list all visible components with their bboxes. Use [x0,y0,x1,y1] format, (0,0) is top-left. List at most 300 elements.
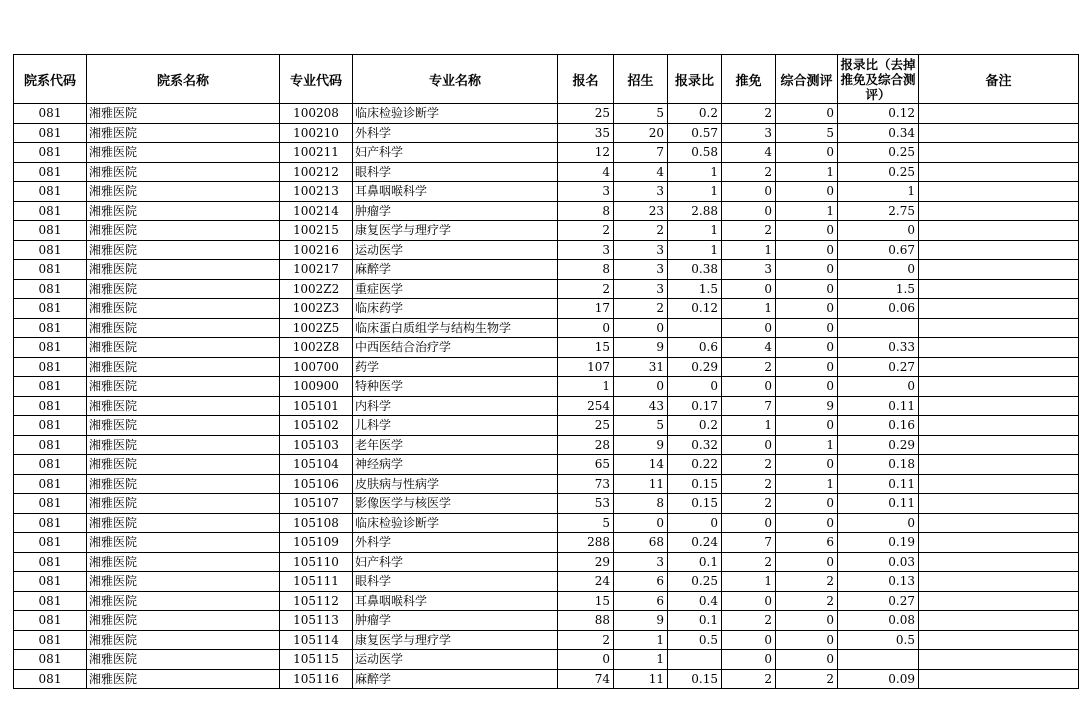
major-name-cell: 康复医学与理疗学 [353,630,558,650]
major-code-cell: 105103 [280,435,353,455]
major-code-cell: 1002Z5 [280,318,353,338]
major-name-cell: 儿科学 [353,416,558,436]
major-name-cell: 皮肤病与性病学 [353,474,558,494]
dept-name-cell: 湘雅医院 [87,260,280,280]
remarks-cell [919,279,1079,299]
remarks-cell [919,143,1079,163]
remarks-cell [919,650,1079,670]
ratio-cell: 0.29 [668,357,722,377]
dept-code-cell: 081 [14,357,87,377]
applicants-cell: 73 [558,474,614,494]
adjusted-ratio-cell: 0.08 [838,611,919,631]
enrolled-cell: 3 [614,182,668,202]
header-comprehensive: 综合测评 [776,55,838,104]
major-code-cell: 100217 [280,260,353,280]
header-major-name: 专业名称 [353,55,558,104]
dept-name-cell: 湘雅医院 [87,572,280,592]
dept-name-cell: 湘雅医院 [87,338,280,358]
recommended-cell: 7 [722,396,776,416]
enrolled-cell: 5 [614,416,668,436]
table-row [14,416,1079,436]
dept-name-cell: 湘雅医院 [87,630,280,650]
remarks-cell [919,669,1079,689]
comprehensive-cell: 1 [776,474,838,494]
dept-name-cell: 湘雅医院 [87,435,280,455]
header-adjusted-ratio: 报录比（去掉推免及综合测评） [838,55,919,104]
table-row [14,123,1079,143]
adjusted-ratio-cell: 0.03 [838,552,919,572]
major-name-cell: 影像医学与核医学 [353,494,558,514]
comprehensive-cell: 1 [776,435,838,455]
major-name-cell: 眼科学 [353,572,558,592]
remarks-cell [919,396,1079,416]
remarks-cell [919,455,1079,475]
ratio-cell: 0.4 [668,591,722,611]
applicants-cell: 3 [558,182,614,202]
enrolled-cell: 3 [614,552,668,572]
table-row [14,611,1079,631]
table-row [14,533,1079,553]
ratio-cell: 0.17 [668,396,722,416]
comprehensive-cell: 0 [776,611,838,631]
major-name-cell: 临床药学 [353,299,558,319]
enrolled-cell: 8 [614,494,668,514]
major-name-cell: 耳鼻咽喉科学 [353,591,558,611]
comprehensive-cell: 0 [776,240,838,260]
remarks-cell [919,104,1079,124]
remarks-cell [919,299,1079,319]
enrolled-cell: 9 [614,435,668,455]
recommended-cell: 4 [722,143,776,163]
header-remarks: 备注 [919,55,1079,104]
major-name-cell: 临床检验诊断学 [353,104,558,124]
enrolled-cell: 5 [614,104,668,124]
applicants-cell: 107 [558,357,614,377]
recommended-cell: 0 [722,650,776,670]
ratio-cell: 1.5 [668,279,722,299]
major-name-cell: 特种医学 [353,377,558,397]
dept-code-cell: 081 [14,182,87,202]
adjusted-ratio-cell [838,650,919,670]
dept-code-cell: 081 [14,260,87,280]
applicants-cell: 254 [558,396,614,416]
adjusted-ratio-cell: 0.67 [838,240,919,260]
table-row [14,162,1079,182]
major-name-cell: 重症医学 [353,279,558,299]
applicants-cell: 24 [558,572,614,592]
dept-name-cell: 湘雅医院 [87,474,280,494]
adjusted-ratio-cell: 0.27 [838,591,919,611]
enrolled-cell: 9 [614,338,668,358]
dept-code-cell: 081 [14,552,87,572]
enrolled-cell: 0 [614,377,668,397]
major-code-cell: 1002Z8 [280,338,353,358]
applicants-cell: 25 [558,104,614,124]
remarks-cell [919,201,1079,221]
comprehensive-cell: 0 [776,513,838,533]
adjusted-ratio-cell: 0.27 [838,357,919,377]
applicants-cell: 5 [558,513,614,533]
major-code-cell: 100208 [280,104,353,124]
remarks-cell [919,318,1079,338]
recommended-cell: 4 [722,338,776,358]
ratio-cell: 0.1 [668,611,722,631]
table-row [14,650,1079,670]
enrolled-cell: 2 [614,221,668,241]
adjusted-ratio-cell: 0 [838,513,919,533]
comprehensive-cell: 0 [776,299,838,319]
major-code-cell: 105107 [280,494,353,514]
remarks-cell [919,377,1079,397]
dept-name-cell: 湘雅医院 [87,591,280,611]
ratio-cell: 1 [668,240,722,260]
enrolled-cell: 11 [614,474,668,494]
dept-name-cell: 湘雅医院 [87,611,280,631]
applicants-cell: 12 [558,143,614,163]
major-code-cell: 100213 [280,182,353,202]
table-row [14,455,1079,475]
major-name-cell: 运动医学 [353,650,558,670]
enrolled-cell: 1 [614,650,668,670]
major-code-cell: 100211 [280,143,353,163]
recommended-cell: 1 [722,572,776,592]
dept-name-cell: 湘雅医院 [87,240,280,260]
ratio-cell: 2.88 [668,201,722,221]
adjusted-ratio-cell: 2.75 [838,201,919,221]
dept-name-cell: 湘雅医院 [87,513,280,533]
ratio-cell [668,318,722,338]
ratio-cell: 0.15 [668,669,722,689]
enrolled-cell: 0 [614,513,668,533]
enrolled-cell: 7 [614,143,668,163]
remarks-cell [919,357,1079,377]
table-row [14,182,1079,202]
enrolled-cell: 20 [614,123,668,143]
comprehensive-cell: 0 [776,182,838,202]
applicants-cell: 288 [558,533,614,553]
comprehensive-cell: 0 [776,357,838,377]
adjusted-ratio-cell: 1 [838,182,919,202]
dept-code-cell: 081 [14,279,87,299]
dept-name-cell: 湘雅医院 [87,318,280,338]
adjusted-ratio-cell [838,318,919,338]
major-code-cell: 100216 [280,240,353,260]
ratio-cell: 0.58 [668,143,722,163]
comprehensive-cell: 0 [776,104,838,124]
dept-code-cell: 081 [14,201,87,221]
enrolled-cell: 3 [614,260,668,280]
enrolled-cell: 68 [614,533,668,553]
major-name-cell: 临床蛋白质组学与结构生物学 [353,318,558,338]
major-code-cell: 100210 [280,123,353,143]
major-code-cell: 105102 [280,416,353,436]
comprehensive-cell: 2 [776,669,838,689]
comprehensive-cell: 0 [776,455,838,475]
table-row [14,201,1079,221]
major-name-cell: 内科学 [353,396,558,416]
table-row [14,299,1079,319]
comprehensive-cell: 0 [776,338,838,358]
dept-code-cell: 081 [14,611,87,631]
adjusted-ratio-cell: 0.33 [838,338,919,358]
dept-name-cell: 湘雅医院 [87,669,280,689]
applicants-cell: 2 [558,221,614,241]
table-row [14,552,1079,572]
header-major-code: 专业代码 [280,55,353,104]
adjusted-ratio-cell: 0.25 [838,143,919,163]
applicants-cell: 74 [558,669,614,689]
table-row [14,338,1079,358]
recommended-cell: 1 [722,416,776,436]
applicants-cell: 15 [558,338,614,358]
major-name-cell: 老年医学 [353,435,558,455]
table-row [14,591,1079,611]
recommended-cell: 1 [722,299,776,319]
enrolled-cell: 3 [614,240,668,260]
adjusted-ratio-cell: 0.19 [838,533,919,553]
ratio-cell: 0.1 [668,552,722,572]
major-code-cell: 1002Z3 [280,299,353,319]
dept-code-cell: 081 [14,474,87,494]
remarks-cell [919,474,1079,494]
dept-code-cell: 081 [14,240,87,260]
applicants-cell: 28 [558,435,614,455]
ratio-cell: 0.57 [668,123,722,143]
dept-code-cell: 081 [14,494,87,514]
table-row [14,377,1079,397]
table-row [14,260,1079,280]
applicants-cell: 25 [558,416,614,436]
remarks-cell [919,162,1079,182]
dept-name-cell: 湘雅医院 [87,396,280,416]
enrolled-cell: 6 [614,572,668,592]
remarks-cell [919,591,1079,611]
table-body [14,104,1079,689]
dept-code-cell: 081 [14,123,87,143]
recommended-cell: 7 [722,533,776,553]
table-row [14,513,1079,533]
dept-name-cell: 湘雅医院 [87,221,280,241]
enrolled-cell: 4 [614,162,668,182]
major-code-cell: 100214 [280,201,353,221]
table-row [14,240,1079,260]
applicants-cell: 2 [558,279,614,299]
remarks-cell [919,572,1079,592]
enrolled-cell: 23 [614,201,668,221]
remarks-cell [919,611,1079,631]
dept-code-cell: 081 [14,650,87,670]
applicants-cell: 4 [558,162,614,182]
major-code-cell: 105111 [280,572,353,592]
applicants-cell: 2 [558,630,614,650]
enrolled-cell: 9 [614,611,668,631]
remarks-cell [919,552,1079,572]
adjusted-ratio-cell: 0.09 [838,669,919,689]
ratio-cell: 0.2 [668,104,722,124]
ratio-cell: 0.5 [668,630,722,650]
major-name-cell: 神经病学 [353,455,558,475]
comprehensive-cell: 1 [776,201,838,221]
enrolled-cell: 31 [614,357,668,377]
comprehensive-cell: 0 [776,318,838,338]
major-code-cell: 105116 [280,669,353,689]
table-row [14,572,1079,592]
dept-name-cell: 湘雅医院 [87,123,280,143]
major-code-cell: 100700 [280,357,353,377]
dept-code-cell: 081 [14,630,87,650]
adjusted-ratio-cell: 0 [838,377,919,397]
dept-code-cell: 081 [14,299,87,319]
recommended-cell: 2 [722,669,776,689]
comprehensive-cell: 0 [776,650,838,670]
ratio-cell: 0.25 [668,572,722,592]
major-name-cell: 药学 [353,357,558,377]
adjusted-ratio-cell: 0.11 [838,474,919,494]
table-row [14,396,1079,416]
header-enrolled: 招生 [614,55,668,104]
dept-name-cell: 湘雅医院 [87,279,280,299]
header-dept-code: 院系代码 [14,55,87,104]
recommended-cell: 0 [722,591,776,611]
recommended-cell: 2 [722,357,776,377]
major-code-cell: 105108 [280,513,353,533]
adjusted-ratio-cell: 0.34 [838,123,919,143]
table-row [14,435,1079,455]
recommended-cell: 0 [722,377,776,397]
major-code-cell: 105112 [280,591,353,611]
table-row [14,357,1079,377]
recommended-cell: 0 [722,201,776,221]
table-row [14,474,1079,494]
applicants-cell: 15 [558,591,614,611]
enrolled-cell: 0 [614,318,668,338]
recommended-cell: 2 [722,552,776,572]
comprehensive-cell: 0 [776,494,838,514]
recommended-cell: 2 [722,162,776,182]
dept-code-cell: 081 [14,533,87,553]
comprehensive-cell: 0 [776,416,838,436]
major-name-cell: 肿瘤学 [353,611,558,631]
dept-name-cell: 湘雅医院 [87,162,280,182]
ratio-cell: 0.32 [668,435,722,455]
recommended-cell: 1 [722,240,776,260]
major-name-cell: 妇产科学 [353,143,558,163]
dept-code-cell: 081 [14,221,87,241]
dept-name-cell: 湘雅医院 [87,182,280,202]
dept-code-cell: 081 [14,318,87,338]
recommended-cell: 0 [722,318,776,338]
major-code-cell: 105109 [280,533,353,553]
dept-code-cell: 081 [14,162,87,182]
header-recommended: 推免 [722,55,776,104]
remarks-cell [919,513,1079,533]
adjusted-ratio-cell: 0.29 [838,435,919,455]
remarks-cell [919,630,1079,650]
ratio-cell: 0.24 [668,533,722,553]
adjusted-ratio-cell: 0.5 [838,630,919,650]
major-code-cell: 105110 [280,552,353,572]
dept-name-cell: 湘雅医院 [87,533,280,553]
recommended-cell: 2 [722,611,776,631]
remarks-cell [919,182,1079,202]
enrolled-cell: 3 [614,279,668,299]
table-row [14,104,1079,124]
adjusted-ratio-cell: 0.25 [838,162,919,182]
dept-name-cell: 湘雅医院 [87,104,280,124]
major-name-cell: 肿瘤学 [353,201,558,221]
recommended-cell: 2 [722,474,776,494]
major-name-cell: 康复医学与理疗学 [353,221,558,241]
dept-code-cell: 081 [14,513,87,533]
applicants-cell: 8 [558,260,614,280]
comprehensive-cell: 0 [776,221,838,241]
comprehensive-cell: 0 [776,630,838,650]
dept-code-cell: 081 [14,669,87,689]
ratio-cell: 0.12 [668,299,722,319]
dept-code-cell: 081 [14,435,87,455]
dept-code-cell: 081 [14,104,87,124]
applicants-cell: 1 [558,377,614,397]
recommended-cell: 2 [722,455,776,475]
remarks-cell [919,533,1079,553]
dept-name-cell: 湘雅医院 [87,650,280,670]
dept-name-cell: 湘雅医院 [87,357,280,377]
comprehensive-cell: 0 [776,260,838,280]
dept-code-cell: 081 [14,377,87,397]
dept-name-cell: 湘雅医院 [87,377,280,397]
comprehensive-cell: 6 [776,533,838,553]
dept-code-cell: 081 [14,572,87,592]
recommended-cell: 0 [722,513,776,533]
applicants-cell: 65 [558,455,614,475]
table-row [14,669,1079,689]
applicants-cell: 53 [558,494,614,514]
comprehensive-cell: 0 [776,279,838,299]
major-code-cell: 105106 [280,474,353,494]
remarks-cell [919,123,1079,143]
recommended-cell: 3 [722,123,776,143]
comprehensive-cell: 5 [776,123,838,143]
adjusted-ratio-cell: 1.5 [838,279,919,299]
adjusted-ratio-cell: 0.18 [838,455,919,475]
remarks-cell [919,416,1079,436]
major-code-cell: 105101 [280,396,353,416]
header-applicants: 报名 [558,55,614,104]
ratio-cell: 0.2 [668,416,722,436]
adjusted-ratio-cell: 0 [838,221,919,241]
adjusted-ratio-cell: 0.12 [838,104,919,124]
remarks-cell [919,435,1079,455]
major-name-cell: 耳鼻咽喉科学 [353,182,558,202]
header-row [14,55,1079,104]
dept-code-cell: 081 [14,396,87,416]
dept-name-cell: 湘雅医院 [87,494,280,514]
major-name-cell: 麻醉学 [353,260,558,280]
dept-name-cell: 湘雅医院 [87,299,280,319]
remarks-cell [919,221,1079,241]
dept-name-cell: 湘雅医院 [87,143,280,163]
comprehensive-cell: 2 [776,572,838,592]
enrolled-cell: 2 [614,299,668,319]
ratio-cell: 0.38 [668,260,722,280]
major-code-cell: 105114 [280,630,353,650]
adjusted-ratio-cell: 0.11 [838,494,919,514]
recommended-cell: 0 [722,182,776,202]
remarks-cell [919,240,1079,260]
major-name-cell: 眼科学 [353,162,558,182]
table-row [14,494,1079,514]
dept-name-cell: 湘雅医院 [87,552,280,572]
